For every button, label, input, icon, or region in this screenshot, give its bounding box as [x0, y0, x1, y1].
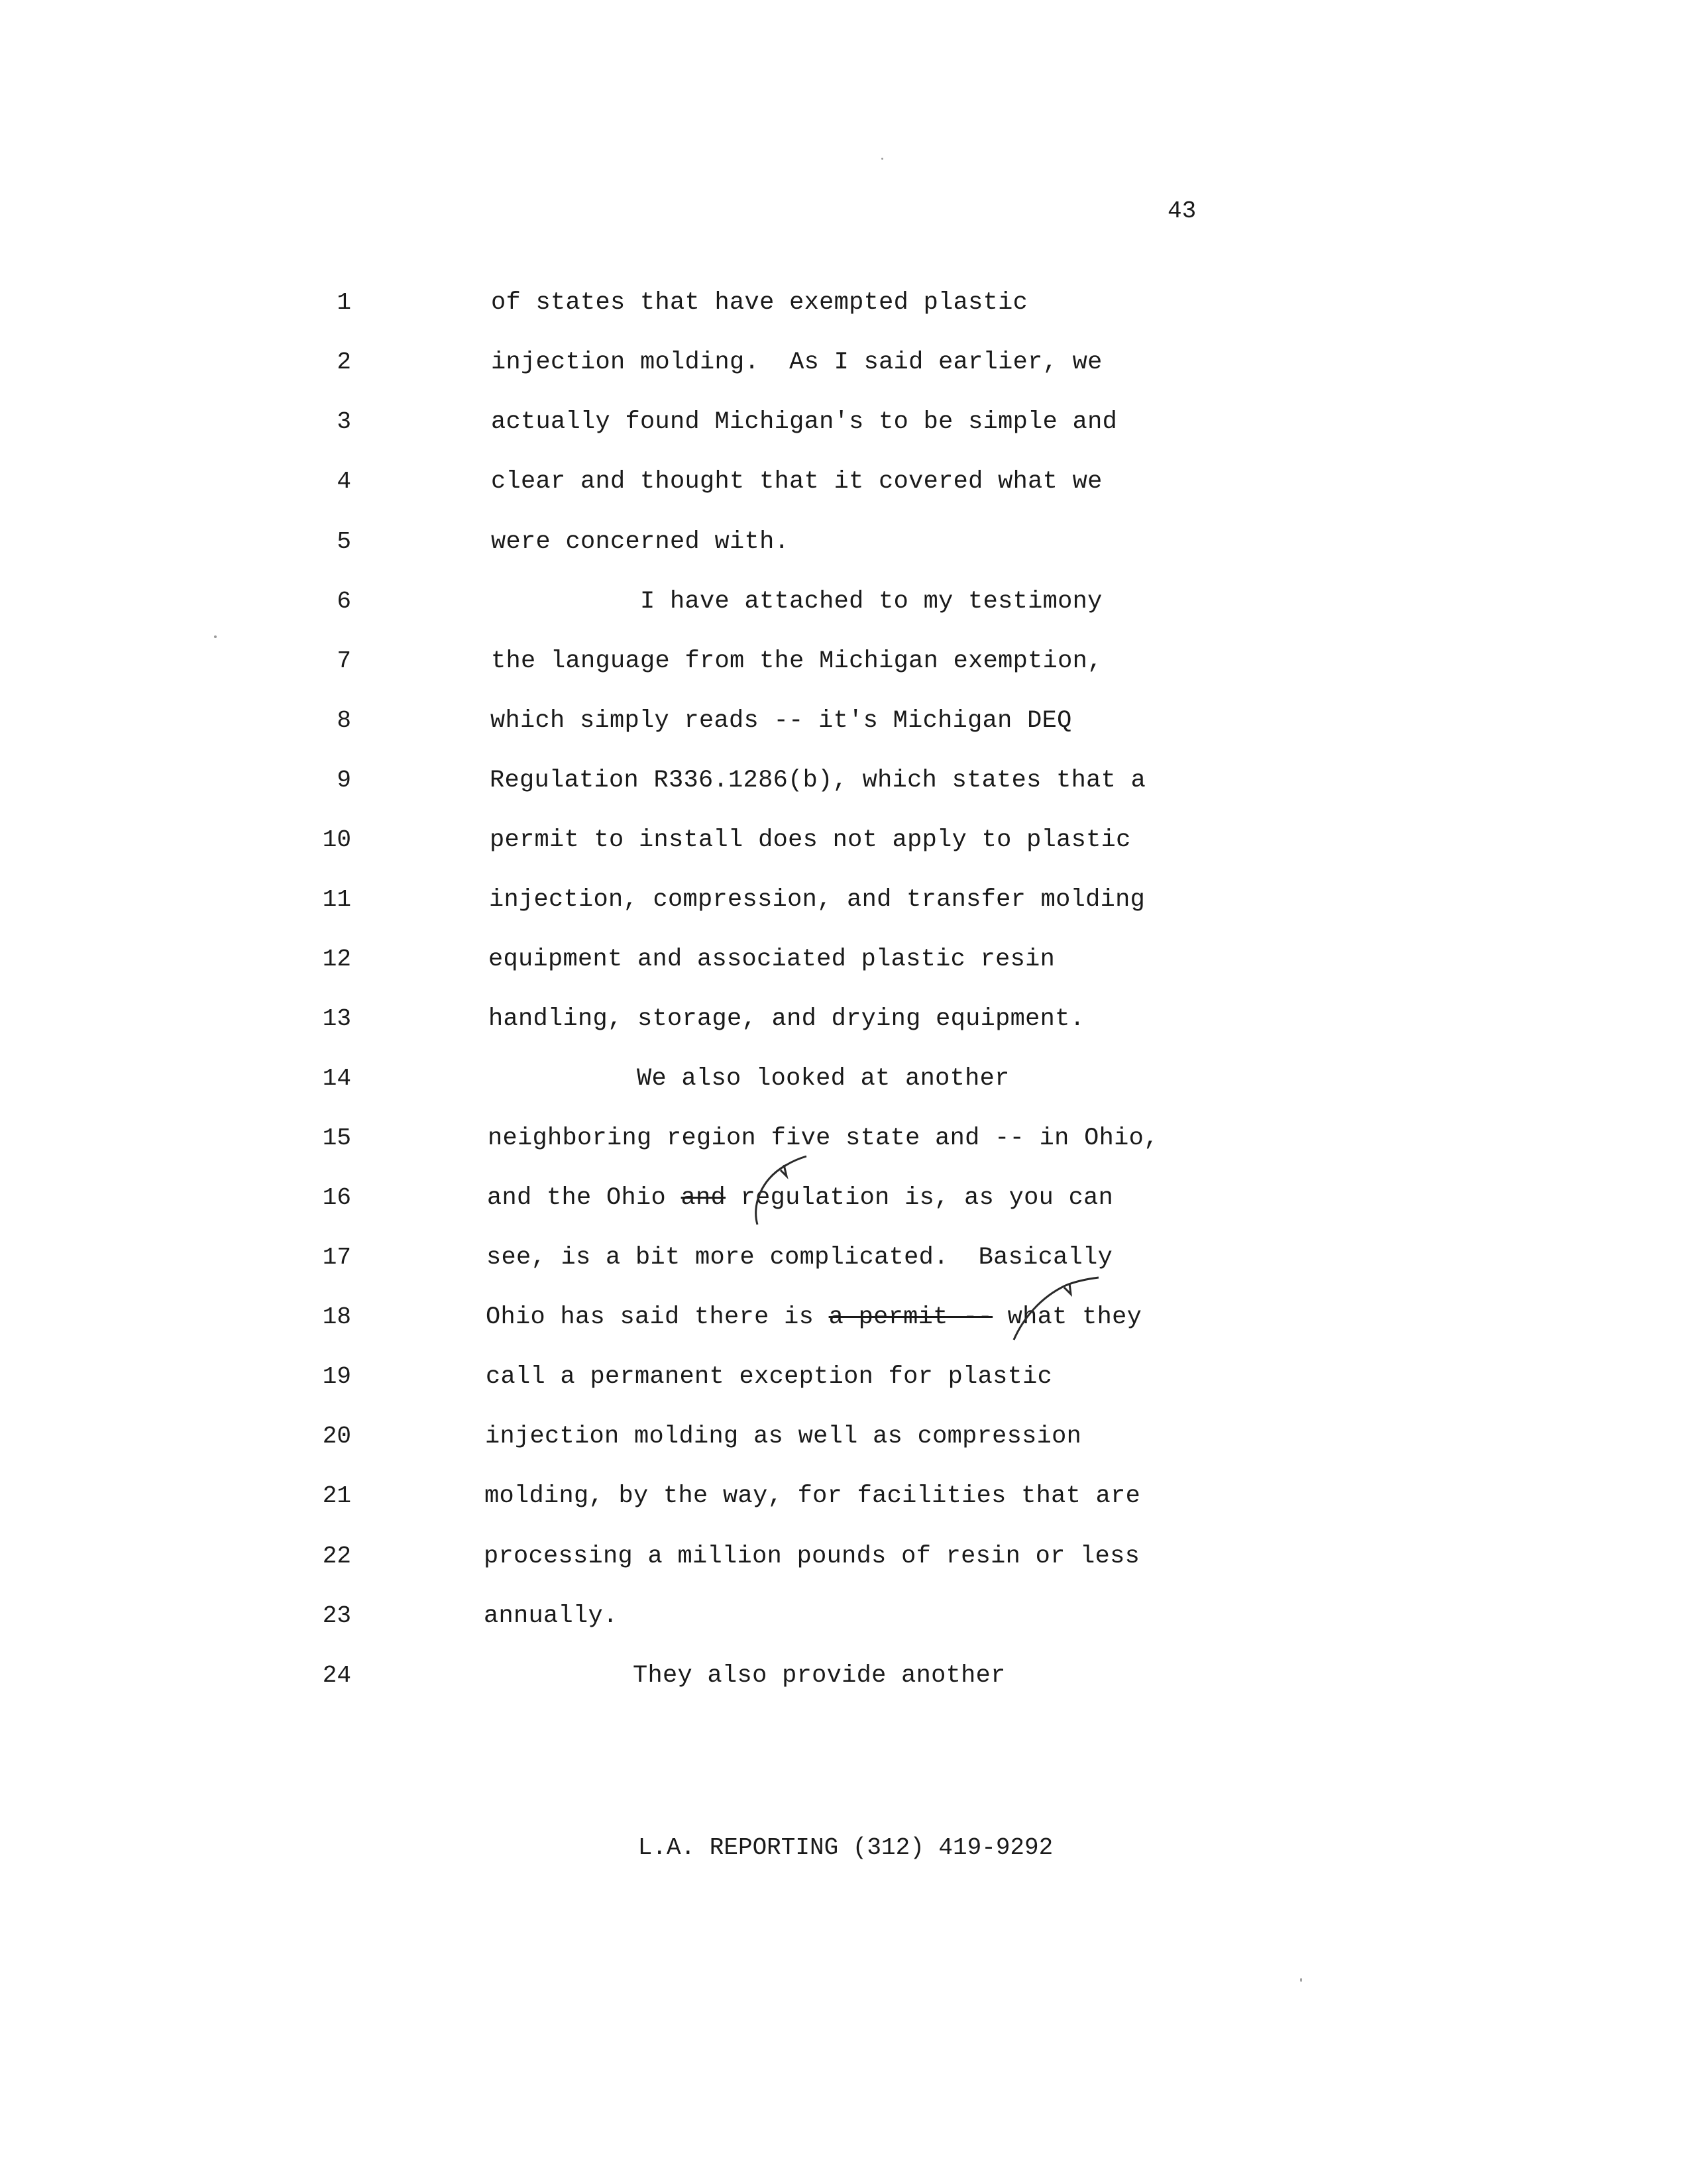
- line-number: 23: [322, 1602, 351, 1629]
- reporter-footer: L.A. REPORTING (312) 419-9292: [637, 1834, 1054, 1861]
- line-text-part: regulation is, as you can: [726, 1184, 1114, 1212]
- line-row: [0, 647, 1691, 687]
- line-number: 9: [337, 767, 351, 794]
- line-text: molding, by the way, for facilities that are: [484, 1482, 1141, 1510]
- line-number: 2: [337, 349, 351, 376]
- struck-text: and: [681, 1184, 726, 1212]
- line-number: 4: [337, 468, 351, 495]
- line-number: 5: [337, 528, 351, 555]
- line-row: [0, 289, 1691, 329]
- line-text: They also provide another: [484, 1662, 1006, 1690]
- line-row: [0, 1124, 1691, 1164]
- line-text: which simply reads -- it's Michigan DEQ: [490, 707, 1072, 735]
- line-text: annually.: [484, 1602, 618, 1630]
- line-number: 19: [322, 1363, 351, 1390]
- scan-speck: [214, 635, 217, 638]
- line-number: 6: [337, 588, 351, 615]
- line-row: [0, 1482, 1691, 1522]
- line-text-part: and the Ohio: [487, 1184, 681, 1212]
- line-row: [0, 767, 1691, 806]
- line-row: [0, 528, 1691, 568]
- line-text: handling, storage, and drying equipment.: [488, 1005, 1085, 1033]
- line-row: [0, 1184, 1691, 1224]
- line-text: the language from the Michigan exemption,: [491, 647, 1103, 675]
- line-row: [0, 408, 1691, 448]
- line-number: 21: [322, 1482, 351, 1509]
- line-number: 24: [322, 1662, 351, 1689]
- line-text: injection molding. As I said earlier, we: [491, 349, 1103, 376]
- line-text: were concerned with.: [491, 528, 790, 556]
- correction-caret-line-16: [726, 1146, 818, 1232]
- line-row: [0, 946, 1691, 985]
- line-number: 12: [322, 946, 351, 973]
- line-text: permit to install does not apply to plastic: [490, 826, 1131, 854]
- line-row: [0, 1065, 1691, 1105]
- line-number: 16: [322, 1184, 351, 1211]
- line-number: 8: [337, 707, 351, 734]
- line-text: call a permanent exception for plastic: [486, 1363, 1053, 1391]
- line-row: [0, 1244, 1691, 1283]
- line-text-part: what they: [993, 1303, 1142, 1331]
- line-row: [0, 349, 1691, 388]
- line-row: [0, 886, 1691, 926]
- line-row: [0, 1662, 1691, 1702]
- line-text: of states that have exempted plastic: [491, 289, 1028, 317]
- line-row: [0, 1363, 1691, 1403]
- line-row: [0, 468, 1691, 508]
- line-number: 14: [322, 1065, 351, 1092]
- line-text: injection molding as well as compression: [485, 1423, 1082, 1450]
- line-row: [0, 1602, 1691, 1642]
- line-row: [0, 588, 1691, 628]
- line-number: 3: [337, 408, 351, 435]
- line-text: neighboring region five state and -- in Ohio,: [488, 1124, 1159, 1152]
- correction-caret-line-18: [1007, 1266, 1107, 1352]
- line-number: 11: [322, 886, 351, 913]
- line-text: injection, compression, and transfer molding: [489, 886, 1146, 914]
- line-text: actually found Michigan's to be simple and: [491, 408, 1118, 436]
- line-text: We also looked at another: [488, 1065, 1010, 1093]
- line-number: 13: [322, 1005, 351, 1032]
- scan-speck: [881, 158, 883, 160]
- line-number: 22: [322, 1543, 351, 1570]
- line-number: 18: [322, 1303, 351, 1331]
- line-row: [0, 826, 1691, 866]
- scan-speck: [1300, 1978, 1302, 1982]
- line-row: [0, 707, 1691, 747]
- line-text: equipment and associated plastic resin: [488, 946, 1056, 973]
- line-text: processing a million pounds of resin or less: [484, 1543, 1140, 1570]
- line-row: [0, 1423, 1691, 1462]
- line-number: 10: [322, 826, 351, 853]
- line-text: I have attached to my testimony: [491, 588, 1103, 616]
- line-number: 15: [322, 1124, 351, 1152]
- line-row: [0, 1005, 1691, 1045]
- line-text: Regulation R336.1286(b), which states that a: [490, 767, 1146, 794]
- line-text: clear and thought that it covered what we: [491, 468, 1103, 496]
- line-number: 20: [322, 1423, 351, 1450]
- line-number: 1: [337, 289, 351, 316]
- page-number: 43: [1168, 197, 1197, 225]
- line-number: 7: [337, 647, 351, 675]
- line-text-part: Ohio has said there is: [486, 1303, 829, 1331]
- line-number: 17: [322, 1244, 351, 1271]
- line-row: [0, 1543, 1691, 1582]
- line-row: [0, 1303, 1691, 1343]
- line-text: see, is a bit more complicated. Basically: [486, 1244, 1113, 1272]
- struck-text: a permit --: [828, 1303, 993, 1331]
